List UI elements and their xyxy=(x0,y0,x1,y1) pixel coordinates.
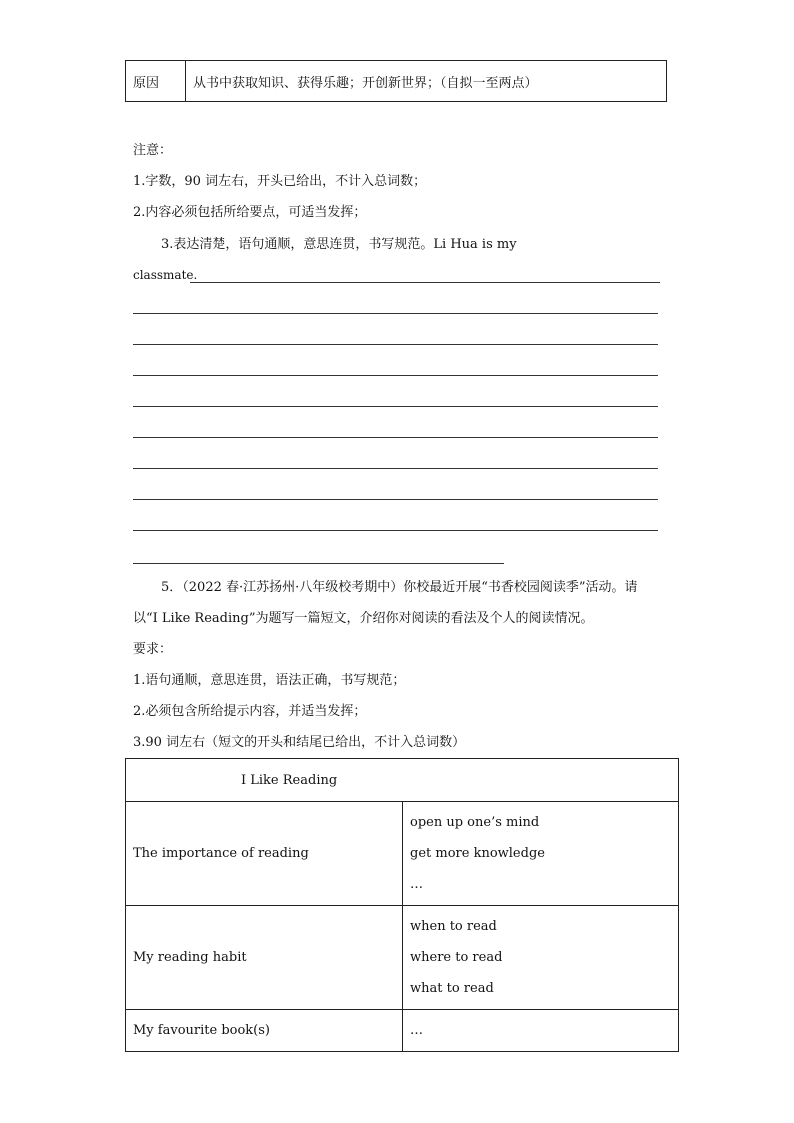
outline-topic: My reading habit xyxy=(126,906,403,1010)
writing-line[interactable] xyxy=(133,530,658,531)
hint-item: where to read xyxy=(410,950,503,965)
q5-requirement-3: 3.90 词左右（短文的开头和结尾已给出，不计入总词数） xyxy=(133,735,466,750)
hint-item: … xyxy=(410,1023,423,1038)
hint-item: get more knowledge xyxy=(410,846,545,861)
hint-item: … xyxy=(410,877,423,892)
outline-hints xyxy=(403,906,679,1010)
table-row xyxy=(126,1010,679,1052)
hint-item: what to read xyxy=(410,981,494,996)
question-5-line-1: 5．（2022 春·江苏扬州·八年级校考期中）你校最近开展“书香校园阅读季”活动。请 xyxy=(161,580,638,595)
outline-title: I Like Reading xyxy=(126,759,679,802)
q5-requirement-2: 2.必须包含所给提示内容，并适当发挥； xyxy=(133,704,367,719)
writing-line[interactable] xyxy=(133,406,658,407)
outline-topic: The importance of reading xyxy=(126,802,403,906)
writing-line[interactable] xyxy=(190,282,660,283)
writing-line[interactable] xyxy=(133,344,658,345)
outline-hints xyxy=(403,1010,679,1052)
table-row xyxy=(126,906,679,1010)
writing-line[interactable] xyxy=(133,468,658,469)
writing-line[interactable] xyxy=(133,437,658,438)
question-5-line-2: 以“I Like Reading”为题写一篇短文，介绍你对阅读的看法及个人的阅读情况。 xyxy=(133,611,594,626)
reason-content: 从书中获取知识、获得乐趣；开创新世界；（自拟一至两点） xyxy=(186,61,667,102)
reason-table xyxy=(125,60,667,102)
writing-line[interactable] xyxy=(133,313,658,314)
reason-label: 原因 xyxy=(126,61,186,102)
requirements-heading: 要求： xyxy=(133,642,173,657)
outline-topic: My favourite book(s) xyxy=(126,1010,403,1052)
outline-table xyxy=(125,758,679,1052)
requirement-1: 1.字数，90 词左右，开头已给出，不计入总词数； xyxy=(133,174,427,189)
hint-item: open up one’s mind xyxy=(410,815,540,830)
requirement-2: 2.内容必须包括所给要点，可适当发挥； xyxy=(133,205,367,220)
writing-line[interactable] xyxy=(133,563,504,564)
essay-start: classmate. xyxy=(133,268,198,282)
notice-heading: 注意： xyxy=(133,143,173,158)
hint-item: when to read xyxy=(410,919,497,934)
q5-requirement-1: 1.语句通顺，意思连贯，语法正确，书写规范； xyxy=(133,673,406,688)
writing-line[interactable] xyxy=(133,375,658,376)
writing-line[interactable] xyxy=(133,499,658,500)
table-row xyxy=(126,802,679,906)
outline-hints xyxy=(403,802,679,906)
requirement-3: 3.表达清楚，语句通顺，意思连贯，书写规范。Li Hua is my xyxy=(161,237,517,252)
